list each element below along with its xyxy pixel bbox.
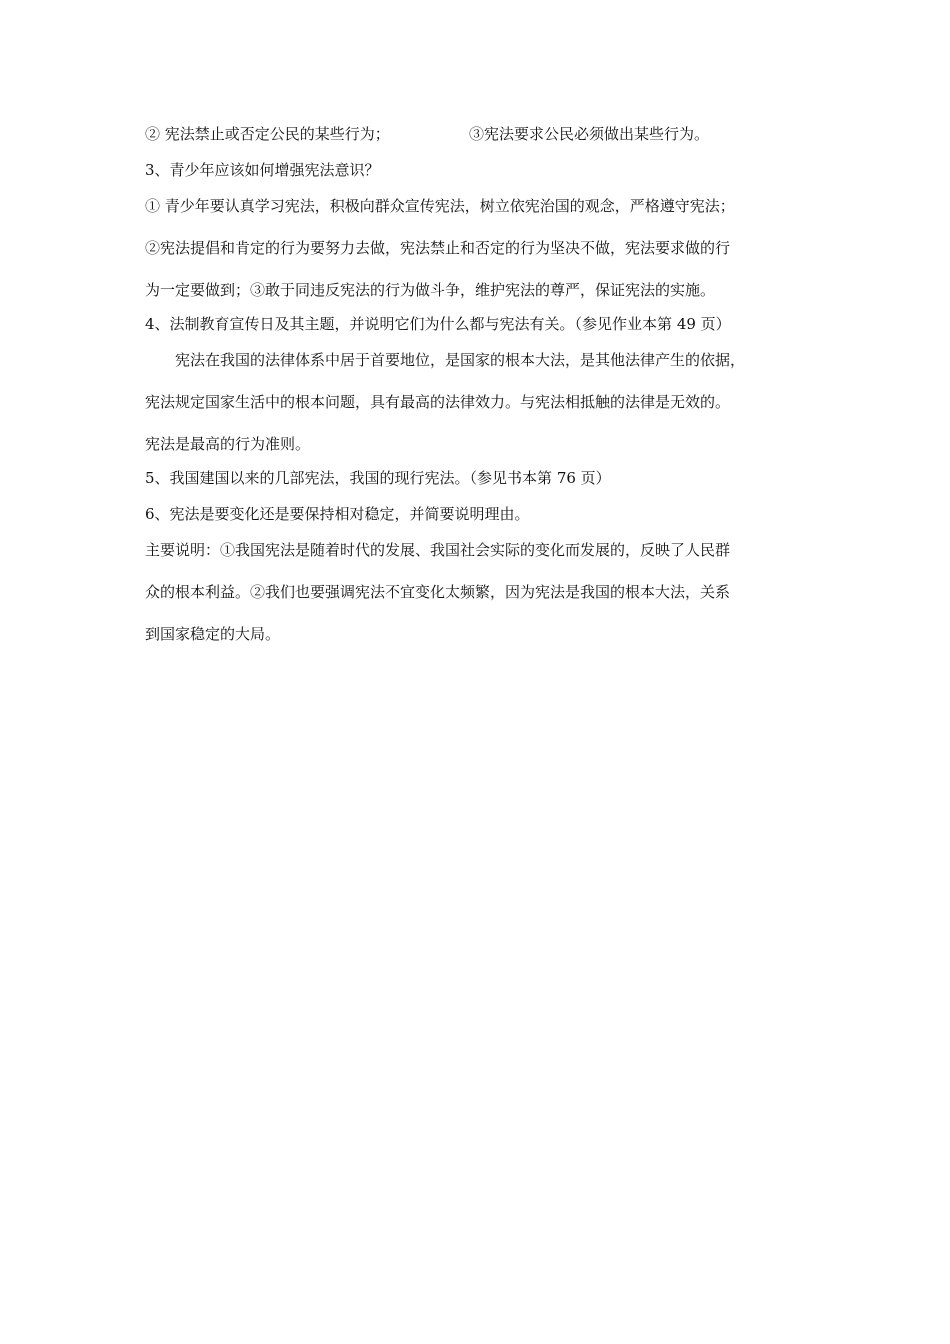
question-5: 5、我国建国以来的几部宪法，我国的现行宪法。（参见书本第 76 页） [145,469,611,487]
answer-3-item-1: ① 青少年要认真学习宪法，积极向群众宣传宪法，树立依宪治国的观念，严格遵守宪法； [145,197,735,215]
answer-4-line-2: 宪法规定国家生活中的根本问题，具有最高的法律效力。与宪法相抵触的法律是无效的。 [145,393,731,411]
answer-3-item-2: ②宪法提倡和肯定的行为要努力去做，宪法禁止和否定的行为坚决不做，宪法要求做的行 [145,239,731,257]
question-6: 6、宪法是要变化还是要保持相对稳定，并简要说明理由。 [145,505,530,523]
question-4: 4、法制教育宣传日及其主题，并说明它们为什么都与宪法有关。（参见作业本第 49 页） [145,315,731,333]
document-body [145,124,815,644]
answer-6-line-1: 主要说明：①我国宪法是随着时代的发展、我国社会实际的变化而发展的，反映了人民群 [145,541,731,559]
answer-2-items [145,124,815,144]
answer-2-item-3: ③宪法要求公民必须做出某些行为。 [469,125,710,143]
answer-4-line-1: 宪法在我国的法律体系中居于首要地位，是国家的根本大法，是其他法律产生的依据， [175,351,746,369]
answer-3-continuation: 为一定要做到；③敢于同违反宪法的行为做斗争，维护宪法的尊严，保证宪法的实施。 [145,281,716,299]
answer-6-line-2: 众的根本利益。②我们也要强调宪法不宜变化太频繁，因为宪法是我国的根本大法，关系 [145,583,731,601]
answer-6-line-3: 到国家稳定的大局。 [145,625,281,643]
answer-2-item-2: ② 宪法禁止或否定公民的某些行为； [145,125,390,143]
question-3: 3、青少年应该如何增强宪法意识？ [145,161,380,179]
answer-4-line-3: 宪法是最高的行为准则。 [145,435,311,453]
